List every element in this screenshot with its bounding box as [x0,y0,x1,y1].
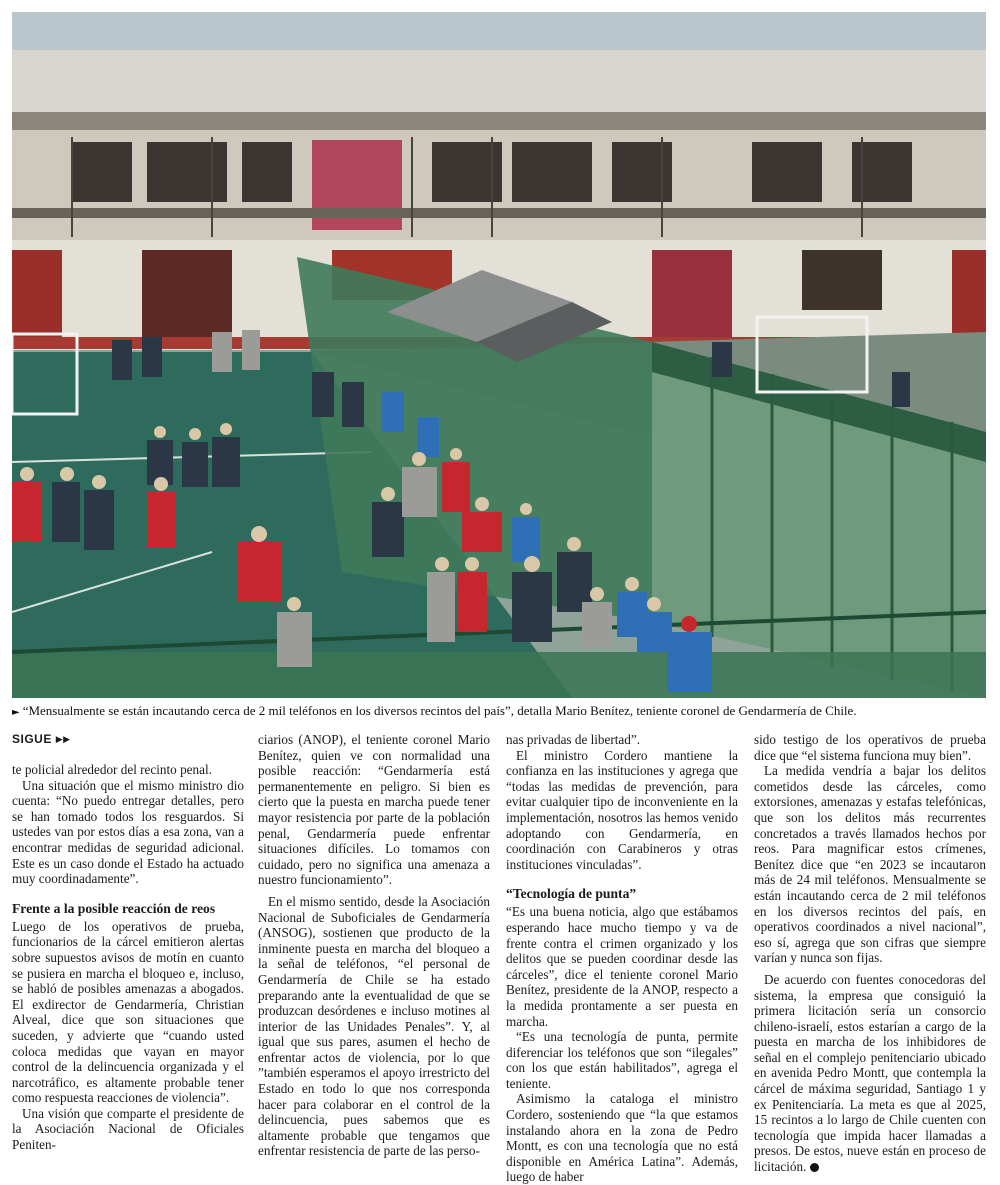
paragraph: Una visión que comparte el presidente de la Asociación Nacional de Oficiales Peniten- [12,1105,244,1153]
caption-text: “Mensualmente se están incautando cerca de 2 mil teléfonos en los diversos recintos del país”, detalla Mario Benítez, teniente coronel de Gendarmería de Chile. [22,703,857,718]
subheading: Frente a la posible reacción de reos [12,900,216,916]
article-column-4 [754,732,986,1175]
paragraph: Asimismo la cataloga el ministro Cordero, sosteniendo que “la que estamos instalando ahora en la zona de Pedro Montt, es con una tecnología que no está disponible en América Latina”. Además, luego de haber [506,1091,738,1185]
paragraph: Luego de los operativos de prueba, funcionarios de la cárcel emitieron alertas sobre supuestos avisos de motín en cuanto se pusiera en marcha el bloqueo e, incluso, se habló de posibles amenazas a abogados. El exdirector de Gendarmería, Christian Alveal, dice que son situaciones que suceden, y advierte que “cuando usted coloca medidas que vayan en mayor control de la delincuencia organizada y el narcotráfico, es altamente probable tener como respuesta reacciones de violencia”. [12,918,244,1106]
article-photo [12,12,986,698]
paragraph: ciarios (ANOP), el teniente coronel Mario Benítez, quien ve con normalidad una posible reacción: “Gendarmería está permanentemente en peligro. Si bien es cierto que la puesta en marcha puede tener mayor resistencia por parte de la población penal, Gendarmería puede enfrentar situaciones difíciles. Lo tomamos con cuidado, pero no significa una amenaza a nuestro funcionamiento”. [258,732,490,888]
paragraph: nas privadas de libertad”. [506,732,641,747]
continue-arrows-icon: ▶▶ [55,735,71,745]
paragraph: sido testigo de los operativos de prueba dice que “el sistema funciona muy bien”. [754,732,986,763]
paragraph: te policial alrededor del recinto penal. [12,762,212,777]
caption-marker-icon: ► [12,707,20,718]
continued-label: SIGUE ▶▶ [12,732,71,746]
paragraph: “Es una tecnología de punta, permite diferenciar los teléfonos que son “ilegales” con los que están habilitados”, agrega el teniente. [506,1029,738,1091]
article-column-2 [258,732,490,1159]
subheading: “Tecnología de punta” [506,886,637,902]
end-of-article-icon [810,1163,819,1172]
paragraph: De acuerdo con fuentes conocedoras del sistema, la empresa que consiguió la primera licitación sería un consorcio chileno-israelí, estos estarían a cargo de la puesta en marcha de los inhibidores de señal en el complejo penitenciario ubicado en avenida Pedro Montt, que contempla la cárcel de máxima seguridad, Santiago 1 y ex Penitenciaría. La meta es que al 2025, 15 recintos a lo largo de Chile cuenten con tecnología que impida hacer llamadas a presos. De estos, nueve están en proceso de licitación. [754,971,986,1175]
article-column-3 [506,732,738,1185]
prison-courtyard-photo [12,12,986,698]
paragraph: En el mismo sentido, desde la Asociación Nacional de Suboficiales de Gendarmería (ANSOG), sostienen que producto de la inminente puesta en marcha del bloqueo a la señal de teléfonos, “el personal de Gendarmería de Chile se ha estado preparando ante la eventualidad de que se produzcan desórdenes e incluso motines al interior de las Unidades Penales”. Y, al igual que sus pares, asumen el hecho de enfrentar actos de violencia, por lo que ”también esperamos el apoyo irrestricto del Estado en todo lo que nos corresponda hacer para colaborar en el control de la delincuencia, pues sabemos que es altamente probable que tengamos que enfrentar resistencia de parte de las perso- [258,893,490,1159]
paragraph: La medida vendría a bajar los delitos cometidos desde las cárceles, como extorsiones, amenazas y estafas telefónicas, que son los delitos más recurrentes concretados a través llamados hechos por reos. Para magnificar estos crímenes, Benítez dice que “en 2023 se incautaron más de 24 mil teléfonos. Mensualmente se están incautando cerca de 2 mil teléfonos en los diversos recintos del país, en operativos coordinados a nivel nacional”, eso sí, agrega que son cifras que siempre varían y nunca son fijas. [754,763,986,966]
photo-caption [12,702,986,721]
article-column-1 [12,732,244,1153]
paragraph: Una situación que el mismo ministro dio cuenta: “No puedo entregar detalles, pero se han tomado todos los resguardos. Si ustedes van por estos días a esa zona, van a encontrar medidas de seguridad adicional. Este es un caso donde el Estado ha actuado muy coordinadamente”. [12,777,244,887]
paragraph: El ministro Cordero mantiene la confianza en las instituciones y agrega que “todas las medidas de prevención, para evitar cualquier tipo de inconveniente en la implementación, nosotros las hemos venido adoptando con Gendarmería, en coordinación con Carabineros y otras instituciones vinculadas”. [506,747,738,872]
paragraph: “Es una buena noticia, algo que estábamos esperando hace mucho tiempo y va de frente contra el crimen organizado y los delitos que se pueden coordinar desde las cárceles”, dice el teniente coronel Mario Benítez, presidente de la ANOP, respecto a la medida prontamente a ser puesta en marcha. [506,904,738,1029]
